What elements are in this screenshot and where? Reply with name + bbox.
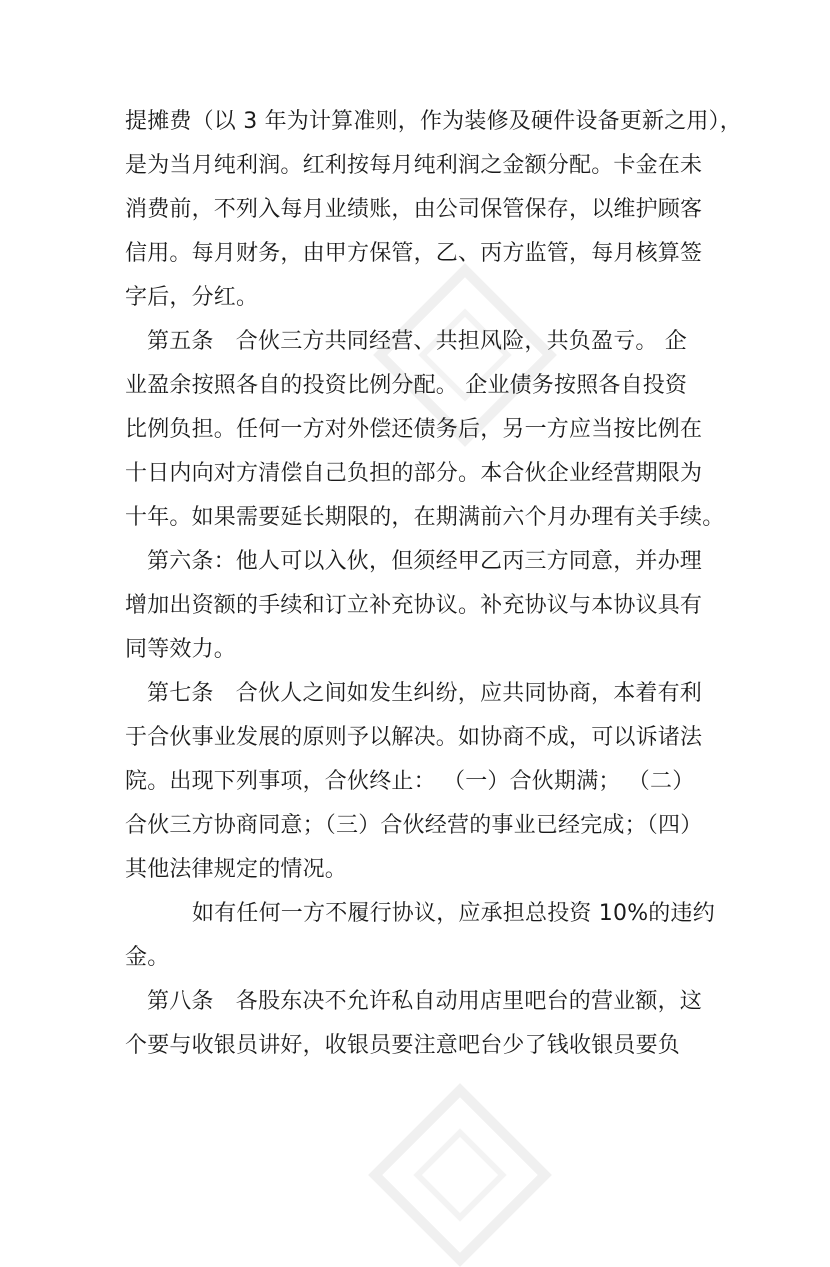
text-line: 金。 [125, 945, 170, 970]
text-line: 消费前，不列入每月业绩账，由公司保管保存，以维护顾客 [125, 197, 703, 222]
article-5-heading-line: 第五条 合伙三方共同经营、共担风险，共负盈亏。 企 [147, 329, 687, 354]
text-line: 增加出资额的手续和订立补充协议。补充协议与本协议具有 [125, 593, 703, 618]
watermark-logo [368, 1083, 552, 1267]
text-line: 字后，分红。 [125, 285, 259, 310]
text-line: 院。出现下列事项，合伙终止： （一）合伙期满； （二） [125, 769, 695, 794]
text-line: 信用。每月财务，由甲方保管，乙、丙方监管，每月核算签 [125, 241, 703, 266]
text-line: 是为当月纯利润。红利按每月纯利润之金额分配。卡金在未 [125, 153, 703, 178]
article-7-heading-line: 第七条 合伙人之间如发生纠纷，应共同协商，本着有利 [147, 681, 703, 706]
penalty-clause-line: 如有任何一方不履行协议，应承担总投资 10%的违约 [192, 901, 715, 926]
text-line: 业盈余按照各自的投资比例分配。 企业债务按照各自投资 [125, 373, 688, 398]
text-line: 同等效力。 [125, 637, 237, 662]
text-line: 其他法律规定的情况。 [125, 857, 348, 882]
text-line: 十年。如果需要延长期限的，在期满前六个月办理有关手续。 [125, 505, 725, 530]
article-8-heading-line: 第八条 各股东决不允许私自动用店里吧台的营业额，这 [147, 989, 703, 1014]
text-line: 十日内向对方清偿自己负担的部分。本合伙企业经营期限为 [125, 461, 703, 486]
text-line: 于合伙事业发展的原则予以解决。如协商不成，可以诉诸法 [125, 725, 703, 750]
text-line: 比例负担。任何一方对外偿还债务后，另一方应当按比例在 [125, 417, 703, 442]
text-line: 提摊费（以 3 年为计算准则，作为装修及硬件设备更新之用）， [125, 109, 742, 134]
text-line: 合伙三方协商同意；（三）合伙经营的事业已经完成；（四） [125, 813, 703, 838]
text-line: 个要与收银员讲好，收银员要注意吧台少了钱收银员要负 [125, 1033, 681, 1058]
article-6-heading-line: 第六条：他人可以入伙，但须经甲乙丙三方同意，并办理 [147, 549, 703, 574]
